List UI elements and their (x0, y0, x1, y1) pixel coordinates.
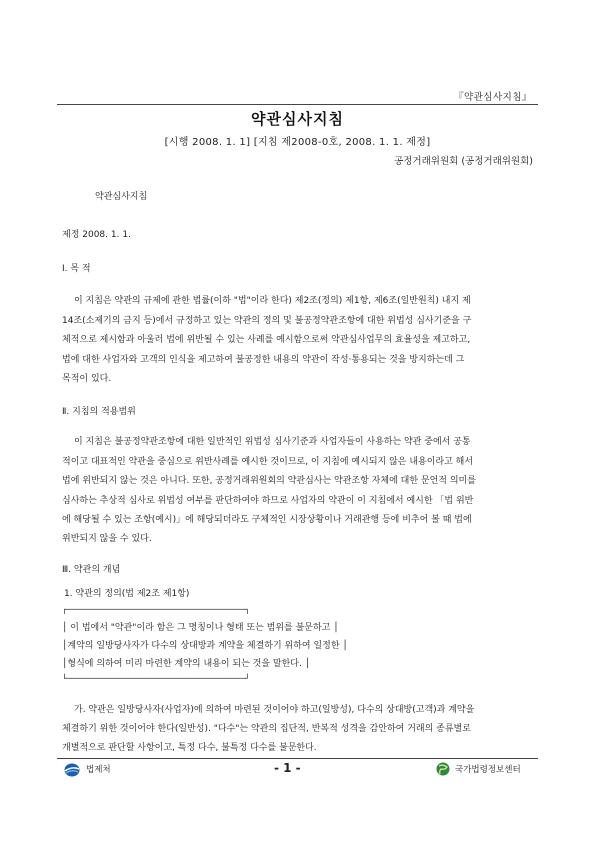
section-2-heading: Ⅱ. 지침의 적용범위 (62, 407, 136, 417)
enacted-date: 제정 2008. 1. 1. (62, 230, 131, 240)
header-tag: 『약관심사지침』 (453, 92, 532, 103)
section-3-para-line: 개별적으로 판단할 사항이고, 특정 다수, 불특정 다수를 불문한다. (62, 743, 317, 753)
footer-left-label: 법제처 (86, 765, 111, 775)
section-3-heading: Ⅲ. 약관의 개념 (62, 565, 121, 575)
subsection-1-heading: 1. 약관의 정의(법 제2조 제1항) (64, 589, 190, 599)
document-title: 약관심사지침 (251, 110, 344, 128)
definition-box-line: │ 이 법에서 "약관"이라 함은 그 명칭이나 형태 또는 범위를 불문하고 │ (62, 623, 339, 633)
footer-right-label: 국가법령정보센터 (455, 765, 521, 775)
section-1-heading: Ⅰ. 목 적 (62, 264, 91, 274)
definition-box-line: │형식에 의하여 미리 마련한 계약의 내용이 되는 것을 말한다. │ (62, 659, 311, 669)
section-1-line: 이 지침은 약관의 규제에 관한 법률(이하 "법"이라 한다) 제2조(정의) 제1항, 제6조(일반원칙) 내지 제 (74, 296, 471, 306)
section-1-line: 14조(소제기의 금지 등)에서 규정하고 있는 약관의 정의 및 불공정약관조항에 대한 위법성 심사기준을 구 (62, 316, 472, 326)
header-rule (57, 104, 538, 105)
page-number: - 1 - (274, 761, 301, 775)
section-1-line: 법에 대한 사업자와 고객의 인식을 제고하여 불공정한 내용의 약관이 작성·통용되는 것을 방지하는데 그 (62, 355, 465, 365)
section-3-para-line: 가. 약관은 일방당사자(사업자)에 의하여 마련된 것이어야 하고(일방성), 다수의 상대방(고객)과 계약을 (74, 705, 475, 715)
section-2-line: 심사하는 추상적 심사로 위법성 여부를 판단하여야 하므로 사업자의 약관이 이 지침에서 예시한 「법 위반 (62, 496, 474, 506)
section-2-line: 적이고 대표적인 약관을 중심으로 위반사례를 예시한 것이므로, 이 지침에 예시되지 않은 내용이라고 해서 (62, 457, 474, 467)
section-2-line: 이 지침은 불공정약관조항에 대한 일반적인 위법성 심사기준과 사업자들이 사용하는 약관 중에서 공통 (74, 437, 471, 447)
section-2-line: 위반되지 않을 수 있다. (62, 534, 152, 544)
section-2-line: 법에 위반되지 않는 것은 아니다. 또한, 공정거래위원회의 약관심사는 약관조항 자체에 대한 문언적 의미를 (62, 476, 476, 486)
section-2-line: 에 해당될 수 있는 조항(예시)」에 해당되더라도 구체적인 시장상황이나 거래관행 등에 비추어 볼 때 법에 (62, 515, 472, 525)
document-org: 공정거래위원회 (공정거래위원회) (394, 156, 533, 167)
section-1-line: 목적이 있다. (62, 374, 112, 384)
definition-box-line: └─────────────────────────────────────┘ (62, 674, 250, 683)
globe-logo-icon (436, 761, 450, 775)
section-1-line: 체적으로 제시함과 아울러 법에 위반될 수 있는 사례를 예시함으로써 약관심사업무의 효율성을 제고하고, (62, 335, 471, 345)
body-title: 약관심사지침 (95, 192, 148, 202)
definition-box-line: │계약의 일방당사자가 다수의 상대방과 계약을 체결하기 위하여 일정한 │ (62, 641, 348, 651)
footer-rule (57, 758, 538, 759)
definition-box-line: ┌─────────────────────────────────────┐ (62, 605, 250, 614)
document-meta: [시행 2008. 1. 1] [지침 제2008-0호, 2008. 1. 1. 제정] (164, 137, 431, 148)
ministry-logo-icon (64, 762, 80, 776)
section-3-para-line: 체결하기 위한 것이어야 한다(일반성). "다수"는 약관의 집단적, 반복적 성격을 감안하여 거래의 종류별로 (62, 724, 471, 734)
